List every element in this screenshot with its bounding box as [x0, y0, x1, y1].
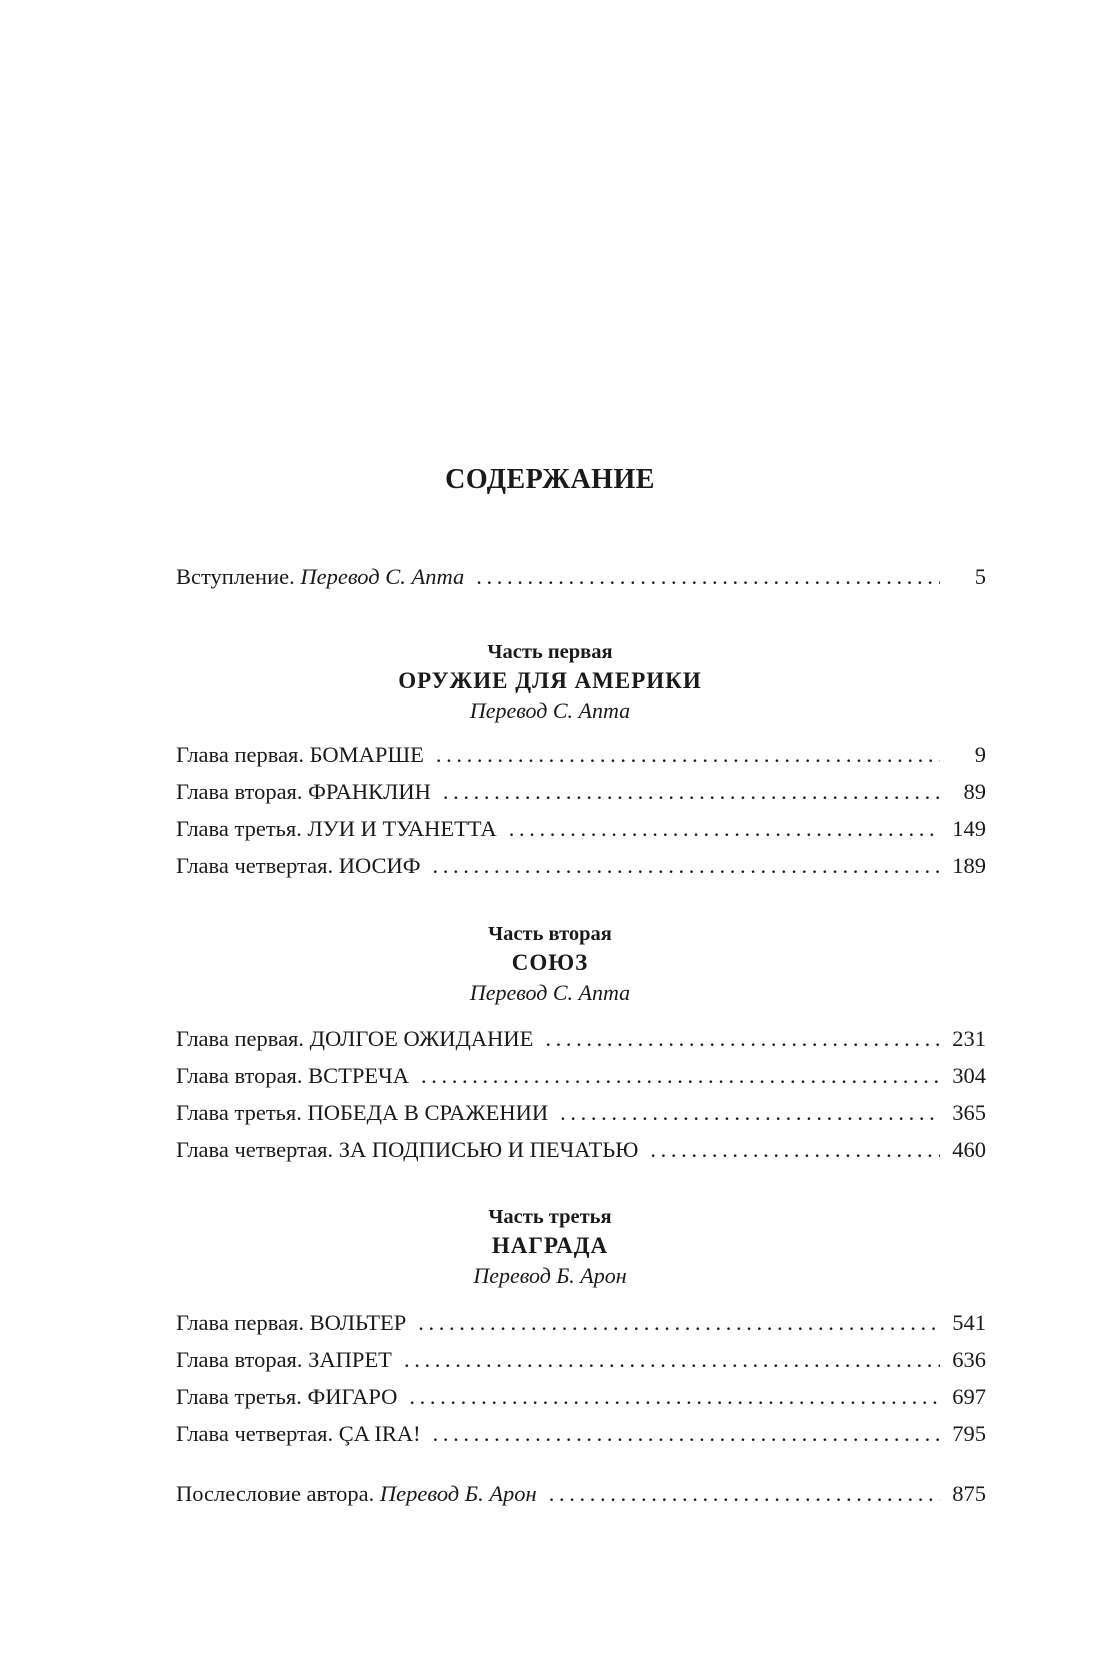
chapter-title: Глава первая. ДОЛГОЕ ОЖИДАНИЕ	[176, 1026, 534, 1051]
part-label: Часть вторая	[488, 923, 612, 945]
dot-leader	[560, 1098, 940, 1128]
page-number: 697	[952, 1384, 986, 1409]
dot-leader	[549, 1479, 940, 1509]
chapter-title: Глава третья. ЛУИ И ТУАНЕТТА	[176, 816, 497, 841]
page-number: 149	[952, 816, 986, 841]
page-number: 460	[952, 1137, 986, 1162]
dot-leader	[650, 1135, 940, 1165]
part-translator: Перевод С. Апта	[469, 980, 631, 1005]
part-label: Часть третья	[488, 1206, 612, 1228]
entry-translator: Перевод Б. Арон	[379, 1481, 537, 1506]
part-header-2	[0, 920, 1100, 1008]
toc-entry	[176, 1419, 986, 1449]
page-number: 875	[952, 1481, 986, 1506]
page-number: 365	[952, 1100, 986, 1125]
chapter-title: Глава четвертая. ÇA IRA!	[176, 1421, 421, 1446]
page-number: 89	[963, 779, 986, 804]
dot-leader	[509, 814, 940, 844]
dot-leader	[418, 1308, 940, 1338]
page-number: 541	[952, 1310, 986, 1335]
part-translator: Перевод С. Апта	[469, 698, 631, 723]
entry-label: Послесловие автора.	[176, 1481, 375, 1506]
toc-entry	[176, 1098, 986, 1128]
toc-entry	[176, 1135, 986, 1165]
entry-translator: Перевод С. Апта	[300, 564, 465, 589]
toc-entry	[176, 740, 986, 770]
page-title: СОДЕРЖАНИЕ	[445, 464, 655, 495]
part-title: НАГРАДА	[491, 1233, 609, 1258]
dot-leader	[545, 1024, 940, 1054]
dot-leader	[443, 777, 940, 807]
toc-entry	[176, 1345, 986, 1375]
entry-label: Вступление.	[176, 564, 295, 589]
toc-entry	[176, 1024, 986, 1054]
chapter-title: Глава четвертая. ИОСИФ	[176, 853, 421, 878]
toc-entry-intro	[176, 562, 986, 592]
part-label: Часть первая	[487, 641, 613, 663]
toc-entry	[176, 1382, 986, 1412]
dot-leader	[433, 1419, 940, 1449]
page-number: 9	[974, 742, 986, 767]
chapter-title: Глава вторая. ВСТРЕЧА	[176, 1063, 410, 1088]
toc-entry	[176, 777, 986, 807]
chapter-title: Глава вторая. ФРАНКЛИН	[176, 779, 431, 804]
chapter-title: Глава первая. БОМАРШЕ	[176, 742, 424, 767]
part-translator: Перевод Б. Арон	[473, 1263, 627, 1288]
chapter-title: Глава третья. ПОБЕДА В СРАЖЕНИИ	[176, 1100, 549, 1125]
part-title: СОЮЗ	[511, 950, 589, 975]
dot-leader	[476, 562, 940, 592]
page-number: 304	[952, 1063, 986, 1088]
part-header-1	[0, 638, 1100, 726]
chapter-title: Глава первая. ВОЛЬТЕР	[176, 1310, 407, 1335]
page-number: 5	[974, 564, 986, 589]
toc-entry	[176, 1061, 986, 1091]
chapter-title: Глава четвертая. ЗА ПОДПИСЬЮ И ПЕЧАТЬЮ	[176, 1137, 639, 1162]
toc-entry	[176, 851, 986, 881]
dot-leader	[436, 740, 940, 770]
chapter-title: Глава третья. ФИГАРО	[176, 1384, 398, 1409]
part-title: ОРУЖИЕ ДЛЯ АМЕРИКИ	[398, 668, 702, 693]
toc-entry-afterword	[176, 1479, 986, 1509]
toc-entry	[176, 1308, 986, 1338]
chapter-title: Глава вторая. ЗАПРЕТ	[176, 1347, 392, 1372]
dot-leader	[433, 851, 940, 881]
dot-leader	[409, 1382, 940, 1412]
dot-leader	[421, 1061, 940, 1091]
page-number: 189	[952, 853, 986, 878]
page-number: 795	[952, 1421, 986, 1446]
part-header-3	[0, 1203, 1100, 1291]
page-number: 231	[952, 1026, 986, 1051]
toc-entry	[176, 814, 986, 844]
dot-leader	[404, 1345, 940, 1375]
page-number: 636	[952, 1347, 986, 1372]
